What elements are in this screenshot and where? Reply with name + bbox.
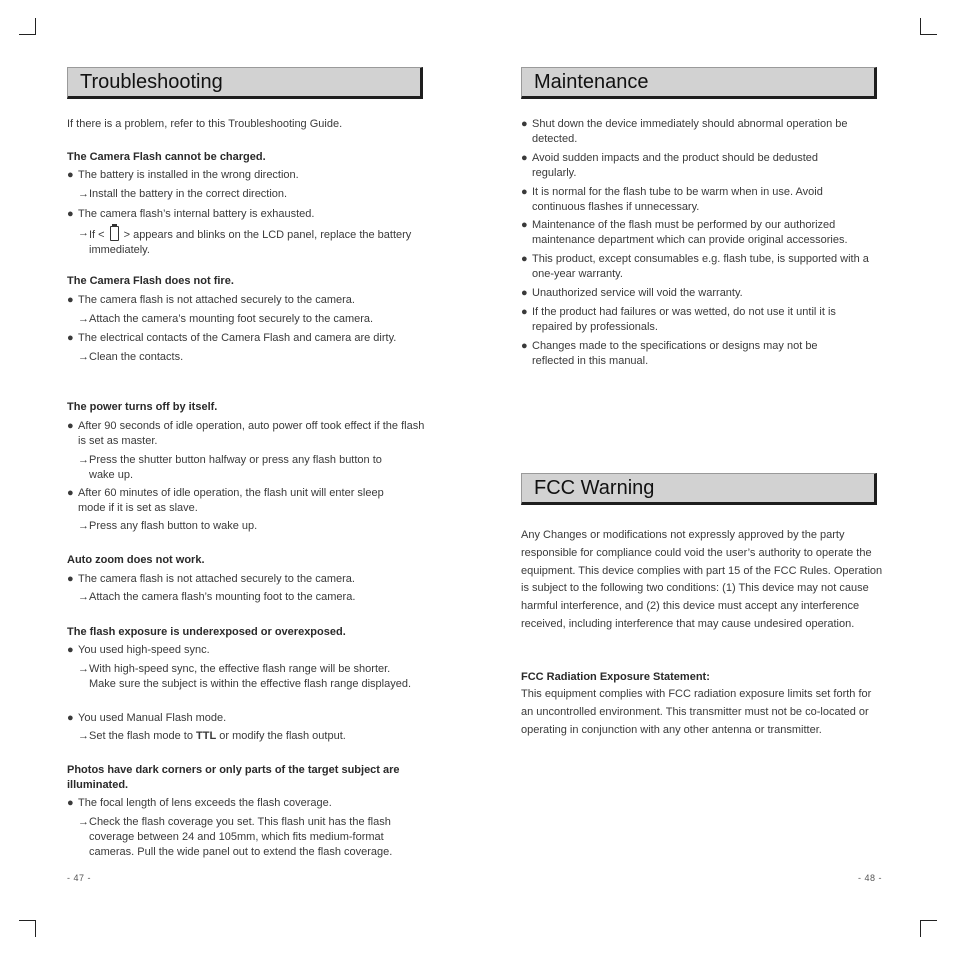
page-number-right: - 48 -: [858, 873, 883, 883]
fcc-paragraph: Any Changes or modifications not expressly approved by the party responsible for compliance could void the user’s authority to operate the equipment. This device complies with part 15 of the FCC Rules. Operation is subject to the following two conditions: (1) This device may not cause harmful interference, and (2) this device must accept any interference received, including interference that may cause undesired operation.: [521, 529, 883, 630]
bullet-icon: ●: [521, 287, 528, 299]
bullet-icon: ●: [521, 118, 528, 130]
list-item: ● The focal length of lens exceeds the flash coverage.: [67, 797, 332, 809]
list-item: ● Avoid sudden impacts and the product should be dedusted regularly.: [521, 152, 818, 179]
arrow-icon: →: [78, 351, 89, 363]
list-item-solution: → Press the shutter button halfway or press any flash button to wake up.: [78, 454, 382, 481]
fcc-radiation-heading: FCC Radiation Exposure Statement:: [521, 671, 710, 683]
list-item: ● The camera flash is not attached securely to the camera.: [67, 573, 355, 585]
section-heading-auto-zoom: Auto zoom does not work.: [67, 554, 205, 566]
arrow-icon: →: [78, 313, 89, 325]
section-heading-exposure: The flash exposure is underexposed or overexposed.: [67, 626, 346, 638]
bullet-icon: ●: [67, 294, 74, 306]
list-item: ● After 90 seconds of idle operation, auto power off took effect if the flash is set as master.: [67, 420, 425, 447]
crop-mark-bottom-left: [19, 920, 36, 937]
list-item: ● You used Manual Flash mode.: [67, 712, 227, 724]
bullet-icon: ●: [67, 420, 74, 432]
arrow-icon: →: [78, 227, 89, 239]
maintenance-title: Maintenance: [521, 67, 877, 99]
arrow-icon: →: [78, 663, 89, 675]
list-item: ● This product, except consumables e.g. flash tube, is supported with a one-year warranty.: [521, 253, 869, 280]
list-item-solution: → Press any flash button to wake up.: [78, 520, 258, 532]
list-item-solution: → Set the flash mode to TTL or modify the flash output.: [78, 730, 346, 742]
bullet-icon: ●: [521, 253, 528, 265]
list-item: ● You used high-speed sync.: [67, 644, 210, 656]
arrow-icon: →: [78, 188, 89, 200]
bullet-icon: ●: [67, 487, 74, 499]
bullet-icon: ●: [521, 186, 528, 198]
list-item: ● Changes made to the specifications or designs may not be reflected in this manual.: [521, 340, 818, 367]
list-item: ● The camera flash’s internal battery is exhausted.: [67, 208, 315, 220]
page-number-left: - 47 -: [67, 873, 92, 883]
list-item-solution: → Install the battery in the correct direction.: [78, 188, 288, 200]
crop-mark-top-right: [920, 18, 937, 35]
crop-mark-top-left: [19, 18, 36, 35]
arrow-icon: →: [78, 591, 89, 603]
list-item-solution: → If < > appears and blinks on the LCD panel, replace the battery immediately.: [78, 227, 412, 256]
list-item: ● The electrical contacts of the Camera Flash and camera are dirty.: [67, 332, 397, 344]
list-item: ● It is normal for the flash tube to be warm when in use. Avoid continuous flashes if unnecessary.: [521, 186, 823, 213]
list-item-solution: → Attach the camera flash’s mounting foot to the camera.: [78, 591, 356, 603]
bullet-icon: ●: [67, 332, 74, 344]
fcc-radiation-text: This equipment complies with FCC radiation exposure limits set forth for an uncontrolled environment. This transmitter must not be co-located or operating in conjunction with any other antenna or transmitter.: [521, 688, 872, 736]
arrow-icon: →: [78, 520, 89, 532]
bullet-icon: ●: [67, 712, 74, 724]
bullet-icon: ●: [67, 169, 74, 181]
fcc-warning-title: FCC Warning: [521, 473, 877, 505]
list-item-solution: → Attach the camera’s mounting foot securely to the camera.: [78, 313, 374, 325]
troubleshooting-title: Troubleshooting: [67, 67, 423, 99]
section-heading-dark-corners: Photos have dark corners or only parts of the target subject are illuminated.: [67, 764, 400, 791]
bullet-icon: ●: [521, 152, 528, 164]
troubleshooting-intro: If there is a problem, refer to this Troubleshooting Guide.: [67, 118, 343, 130]
list-item-solution: → Clean the contacts.: [78, 351, 184, 363]
arrow-icon: →: [78, 816, 89, 828]
list-item-solution: → With high-speed sync, the effective flash range will be shorter. Make sure the subject is within the effective flash range displayed.: [78, 663, 412, 690]
list-item: ● The camera flash is not attached securely to the camera.: [67, 294, 355, 306]
list-item: ● The battery is installed in the wrong direction.: [67, 169, 299, 181]
section-heading-does-not-fire: The Camera Flash does not fire.: [67, 275, 234, 287]
arrow-icon: →: [78, 454, 89, 466]
list-item: ● Maintenance of the flash must be performed by our authorized maintenance department which can provide original accessories.: [521, 219, 848, 246]
list-item: ● After 60 minutes of idle operation, the flash unit will enter sleep mode if it is set as slave.: [67, 487, 384, 514]
list-item: ● If the product had failures or was wetted, do not use it until it is repaired by professionals.: [521, 306, 836, 333]
bullet-icon: ●: [67, 797, 74, 809]
section-heading-power-off: The power turns off by itself.: [67, 401, 218, 413]
list-item: ● Unauthorized service will void the warranty.: [521, 287, 743, 299]
bullet-icon: ●: [67, 644, 74, 656]
section-heading-not-charged: The Camera Flash cannot be charged.: [67, 151, 266, 163]
bullet-icon: ●: [521, 340, 528, 352]
bullet-icon: ●: [67, 573, 74, 585]
battery-icon: [110, 226, 119, 241]
arrow-icon: →: [78, 730, 89, 742]
crop-mark-bottom-right: [920, 920, 937, 937]
list-item-solution: → Check the flash coverage you set. This flash unit has the flash coverage between 24 and 105mm, which fits medium-format cameras. Pull the wide panel out to extend the flash coverage.: [78, 816, 393, 858]
bullet-icon: ●: [521, 306, 528, 318]
bullet-icon: ●: [67, 208, 74, 220]
list-item: ● Shut down the device immediately should abnormal operation be detected.: [521, 118, 848, 145]
bullet-icon: ●: [521, 219, 528, 231]
